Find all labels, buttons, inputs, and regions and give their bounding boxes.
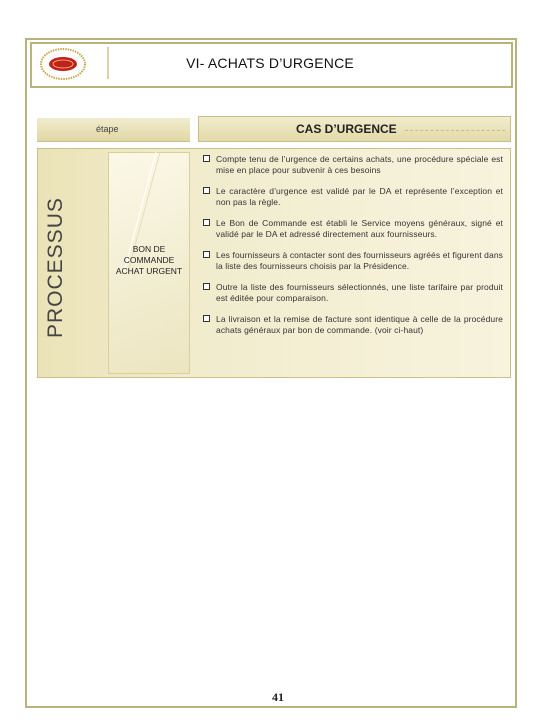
page-number: 41 — [272, 690, 284, 704]
bullet-text: La livraison et la remise de facture sont identique à celle de la procédure achats généraux par bon de commande. (voir ci-haut) — [216, 314, 503, 335]
step-label: BON DE COMMANDE ACHAT URGENT — [115, 244, 183, 276]
bullet-text: Les fournisseurs à contacter sont des fournisseurs agréés et figurent dans la liste des fournisseurs choisis par la Présidence. — [216, 250, 503, 271]
bullet-text: Le caractère d’urgence est validé par le DA et représente l’exception et non pas la règle. — [216, 186, 503, 207]
list-item — [203, 154, 503, 175]
etape-label: étape — [96, 124, 119, 134]
cas-title: CAS D’URGENCE — [296, 122, 397, 136]
checkbox-icon — [203, 155, 210, 162]
page-title: VI- ACHATS D’URGENCE — [186, 55, 354, 71]
company-seal-logo — [35, 44, 95, 84]
bullet-text: Outre la liste des fournisseurs sélectionnés, une liste tarifaire par produit est éditée pour comparaison. — [216, 282, 503, 303]
bullet-text: Compte tenu de l’urgence de certains achats, une procédure spéciale est mise en place pour subvenir à ces besoins — [216, 154, 503, 175]
list-item — [203, 218, 503, 239]
checkbox-icon — [203, 315, 210, 322]
decorative-dash-line — [405, 130, 505, 131]
bullet-text: Le Bon de Commande est établi le Service moyens généraux, signé et validé par le DA et adressé directement aux fournisseurs. — [216, 218, 503, 239]
checkbox-icon — [203, 251, 210, 258]
list-item — [203, 186, 503, 207]
checkbox-icon — [203, 219, 210, 226]
list-item — [203, 282, 503, 303]
list-item — [203, 250, 503, 271]
bullet-list — [203, 154, 503, 346]
process-side-label: PROCESSUS — [44, 197, 67, 338]
checkbox-icon — [203, 187, 210, 194]
list-item — [203, 314, 503, 335]
checkbox-icon — [203, 283, 210, 290]
